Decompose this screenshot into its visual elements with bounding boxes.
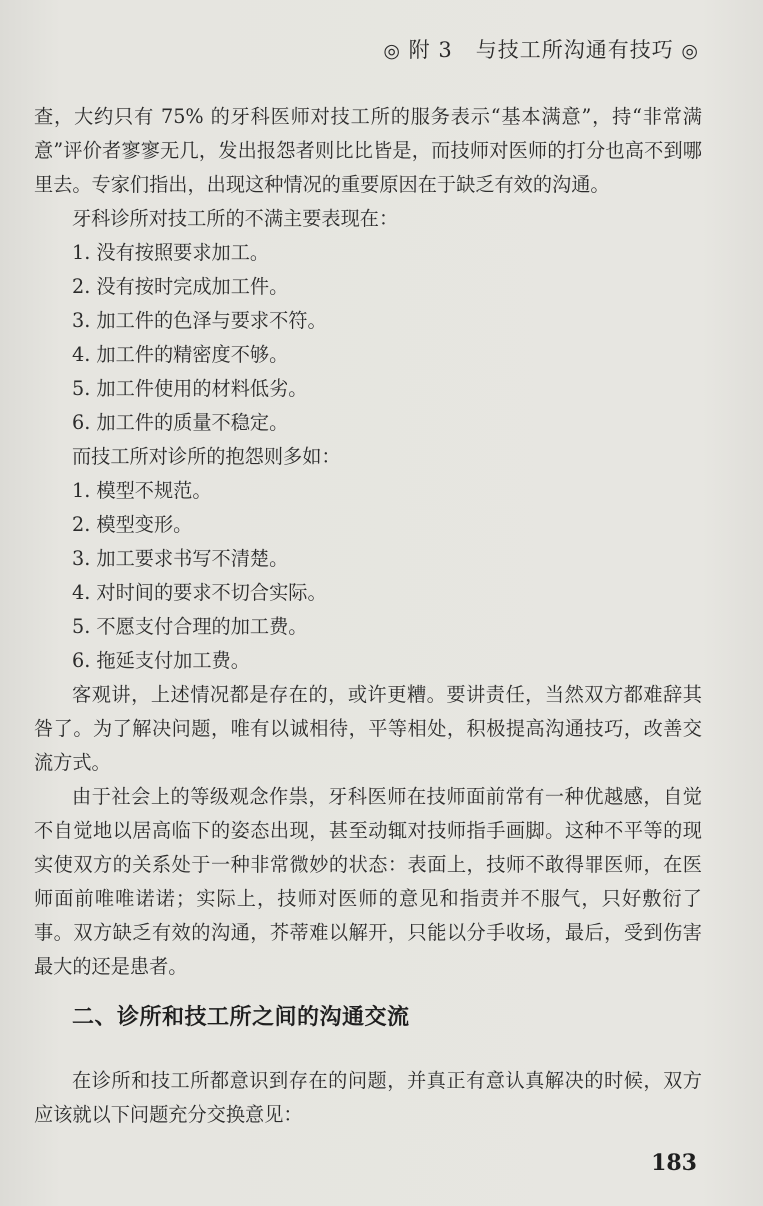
paragraph-3: 而技工所对诊所的抱怨则多如：: [72, 445, 341, 468]
section-intro-paragraph: 在诊所和技工所都意识到存在的问题，并真正有意认真解决的时候，双方应该就以下问题充分交换意见：: [34, 1069, 702, 1126]
list-item: 4. 加工件的精密度不够。: [72, 343, 289, 366]
paragraph-1: 查，大约只有 75% 的牙科医师对技工所的服务表示“基本满意”，持“非常满意”评价者寥寥无几，发出报怨者则比比皆是，而技师对医师的打分也高不到哪里去。专家们指出，出现这种情况的重要原因在于缺乏有效的沟通。: [34, 105, 702, 196]
chapter-title: 与技工所沟通有技巧: [475, 38, 674, 62]
paragraph-4: 客观讲，上述情况都是存在的，或许更糟。要讲责任，当然双方都难辞其咎了。为了解决问题，唯有以诚相待，平等相处，积极提高沟通技巧，改善交流方式。: [34, 683, 702, 774]
section-intro: [34, 1064, 702, 1132]
clinic-complaints-list: [34, 236, 702, 440]
list-item: 1. 模型不规范。: [72, 479, 212, 502]
list-item: 3. 加工要求书写不清楚。: [72, 547, 289, 570]
lab-complaints-list: [34, 474, 702, 678]
list-item: 2. 没有按时完成加工件。: [72, 275, 289, 298]
paragraph-5: 由于社会上的等级观念作祟，牙科医师在技师面前常有一种优越感，自觉不自觉地以居高临下的姿态出现，甚至动辄对技师指手画脚。这种不平等的现实使双方的关系处于一种非常微妙的状态：表面上，技师不敢得罪医师，在医师面前唯唯诺诺；实际上，技师对医师的意见和指责并不服气，只好敷衍了事。双方缺乏有效的沟通，芥蒂难以解开，只能以分手收场，最后，受到伤害最大的还是患者。: [34, 785, 702, 978]
body-text: [34, 100, 702, 984]
appendix-label: 附 3: [408, 38, 453, 62]
list-item: 5. 不愿支付合理的加工费。: [72, 615, 308, 638]
paragraph-2: 牙科诊所对技工所的不满主要表现在：: [72, 207, 399, 230]
list-item: 6. 加工件的质量不稳定。: [72, 411, 289, 434]
running-head: [383, 34, 699, 64]
section-heading: 二、诊所和技工所之间的沟通交流: [72, 1005, 410, 1030]
ornament-left-icon: ◎: [383, 40, 401, 62]
page-number: 183: [651, 1150, 697, 1176]
list-item: 4. 对时间的要求不切合实际。: [72, 581, 327, 604]
ornament-right-icon: ◎: [681, 40, 699, 62]
list-item: 6. 拖延支付加工费。: [72, 649, 250, 672]
list-item: 1. 没有按照要求加工。: [72, 241, 270, 264]
list-item: 5. 加工件使用的材料低劣。: [72, 377, 308, 400]
list-item: 3. 加工件的色泽与要求不符。: [72, 309, 327, 332]
list-item: 2. 模型变形。: [72, 513, 193, 536]
